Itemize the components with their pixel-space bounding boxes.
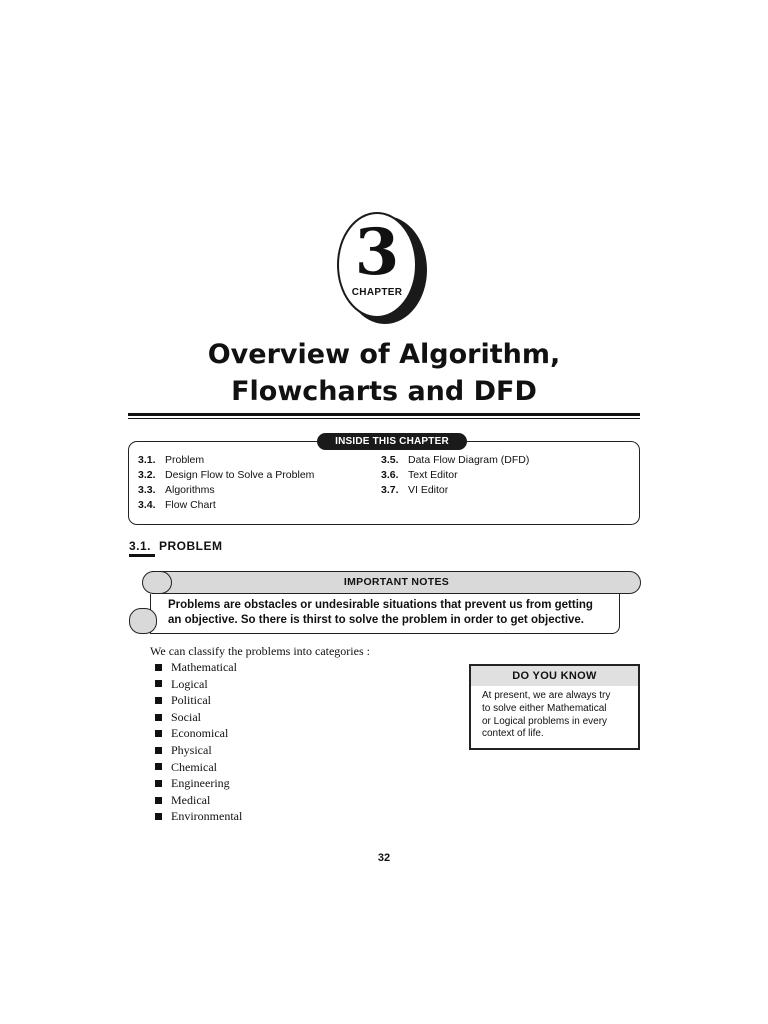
- toc-item: 3.6. Text Editor: [381, 469, 458, 481]
- notes-text: [168, 598, 618, 628]
- do-you-know-text: At present, we are always try to solve either Mathematical or Logical problems in every context of life.: [482, 690, 611, 740]
- square-bullet-icon: [155, 697, 162, 704]
- toc-left-column: [138, 453, 314, 513]
- square-bullet-icon: [155, 780, 162, 787]
- square-bullet-icon: [155, 680, 162, 687]
- do-you-know-heading: DO YOU KNOW: [471, 666, 638, 686]
- toc-item: 3.5. Data Flow Diagram (DFD): [381, 454, 530, 466]
- square-bullet-icon: [155, 747, 162, 754]
- toc-item: 3.3. Algorithms: [138, 484, 215, 496]
- square-bullet-icon: [155, 797, 162, 804]
- list-item: Logical: [155, 676, 242, 693]
- chapter-label: CHAPTER: [351, 287, 403, 298]
- toc-item: 3.7. VI Editor: [381, 484, 449, 496]
- categories-intro: We can classify the problems into categories :: [150, 644, 370, 658]
- page-number: 32: [377, 852, 391, 864]
- notes-scroll-curl-bottom: [129, 608, 157, 634]
- section-heading: [129, 539, 223, 553]
- section-number: 3.1.: [129, 539, 152, 553]
- list-item: Chemical: [155, 759, 242, 776]
- title-rule-thick: [128, 413, 640, 416]
- section-title: PROBLEM: [159, 539, 223, 553]
- toc-item: 3.1. Problem: [138, 454, 205, 466]
- notes-line-1: Problems are obstacles or undesirable situations that prevent us from getting: [168, 599, 593, 611]
- square-bullet-icon: [155, 763, 162, 770]
- list-item: Engineering: [155, 775, 242, 792]
- category-list: [155, 659, 242, 825]
- list-item: Social: [155, 709, 242, 726]
- toc-item: 3.2. Design Flow to Solve a Problem: [138, 469, 315, 481]
- chapter-title-line-2: Flowcharts and DFD: [231, 376, 537, 407]
- chapter-number: 3: [354, 215, 400, 290]
- square-bullet-icon: [155, 813, 162, 820]
- chapter-title-line-1: Overview of Algorithm,: [207, 339, 561, 370]
- list-item: Medical: [155, 792, 242, 809]
- list-item: Economical: [155, 725, 242, 742]
- notes-line-2: an objective. So there is thirst to solve the problem in order to get objective.: [168, 614, 584, 626]
- title-rule-thin: [128, 418, 640, 419]
- toc-right-column: [381, 453, 529, 498]
- list-item: Physical: [155, 742, 242, 759]
- notes-heading: IMPORTANT NOTES: [343, 576, 450, 588]
- chapter-title: [0, 336, 768, 410]
- section-underline: [129, 554, 155, 557]
- toc-item: 3.4. Flow Chart: [138, 499, 216, 511]
- list-item: Environmental: [155, 808, 242, 825]
- square-bullet-icon: [155, 664, 162, 671]
- inside-chapter-heading: INSIDE THIS CHAPTER: [317, 433, 467, 450]
- list-item: Political: [155, 692, 242, 709]
- square-bullet-icon: [155, 714, 162, 721]
- square-bullet-icon: [155, 730, 162, 737]
- list-item: Mathematical: [155, 659, 242, 676]
